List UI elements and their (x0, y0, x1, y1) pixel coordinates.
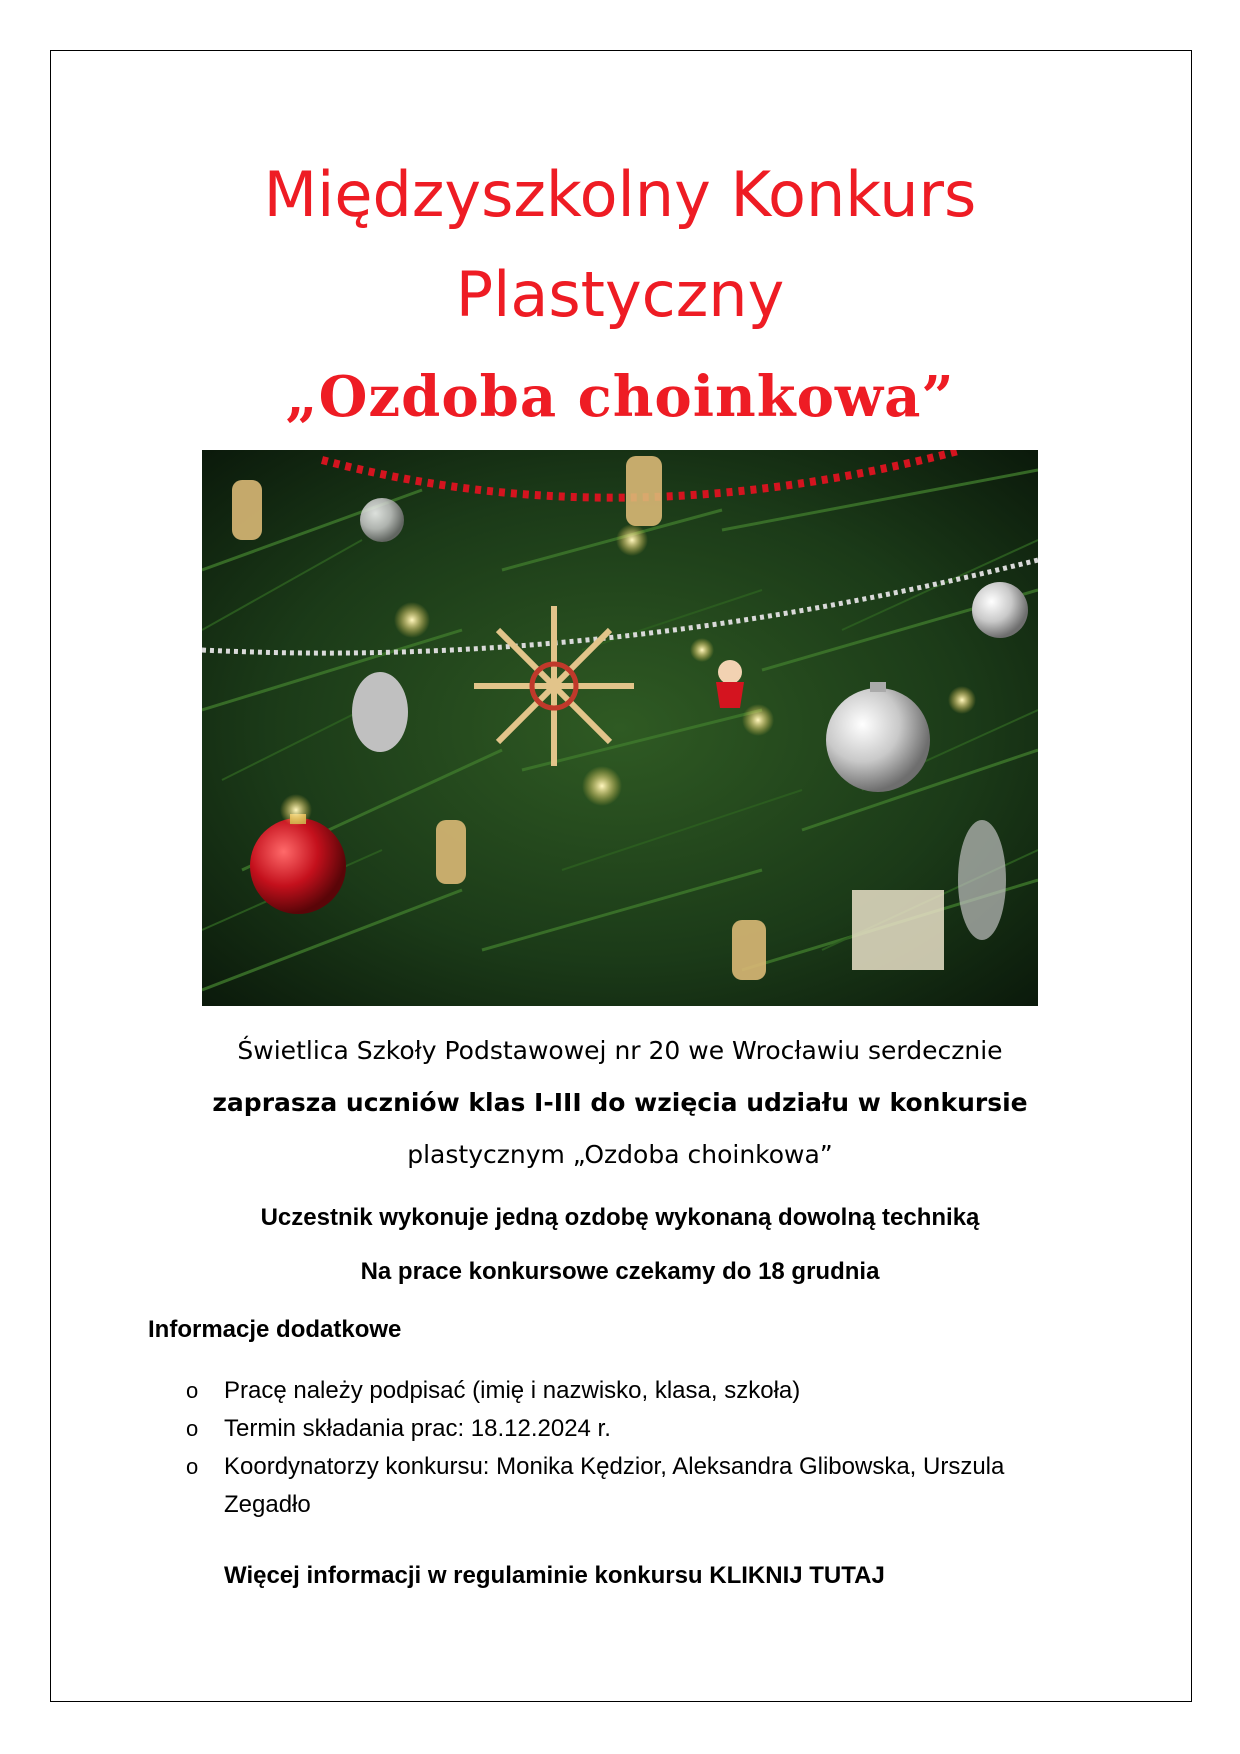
title-line-1: Międzyszkolny Konkurs (263, 158, 977, 231)
christmas-tree-illustration (202, 450, 1038, 1006)
rule-technique: Uczestnik wykonuje jedną ozdobę wykonaną dowolną techniką (260, 1204, 980, 1231)
list-item (186, 1448, 1086, 1524)
intro-line-2: zaprasza uczniów klas I-III do wzięcia udziału w konkursie (212, 1088, 1028, 1117)
list-item-text: Termin składania prac: 18.12.2024 r. (224, 1415, 611, 1442)
title-line-2: Plastyczny (455, 258, 785, 331)
intro-line-3: plastycznym „Ozdoba choinkowa” (407, 1140, 833, 1169)
more-info-text: Więcej informacji w regulaminie konkursu (224, 1562, 710, 1589)
list-item-text: Koordynatorzy konkursu: Monika Kędzior, Aleksandra Glibowska, Urszula Zegadło (224, 1453, 1005, 1518)
list-item (186, 1410, 1086, 1448)
bullet-icon: o (186, 1416, 199, 1441)
bullet-icon: o (186, 1378, 199, 1403)
contest-name: „Ozdoba choinkowa” (285, 364, 955, 430)
rule-deadline: Na prace konkursowe czekamy do 18 grudnia (360, 1258, 880, 1285)
christmas-tree-photo (202, 450, 1038, 1006)
list-item-text: Pracę należy podpisać (imię i nazwisko, klasa, szkoła) (224, 1377, 801, 1404)
info-heading: Informacje dodatkowe (148, 1316, 402, 1343)
intro-line-1: Świetlica Szkoły Podstawowej nr 20 we Wrocławiu serdecznie (237, 1036, 1003, 1065)
info-list (186, 1372, 1086, 1524)
bullet-icon: o (186, 1454, 199, 1479)
more-info (224, 1562, 885, 1590)
rules-link[interactable]: KLIKNIJ TUTAJ (709, 1562, 885, 1589)
list-item (186, 1372, 1086, 1410)
